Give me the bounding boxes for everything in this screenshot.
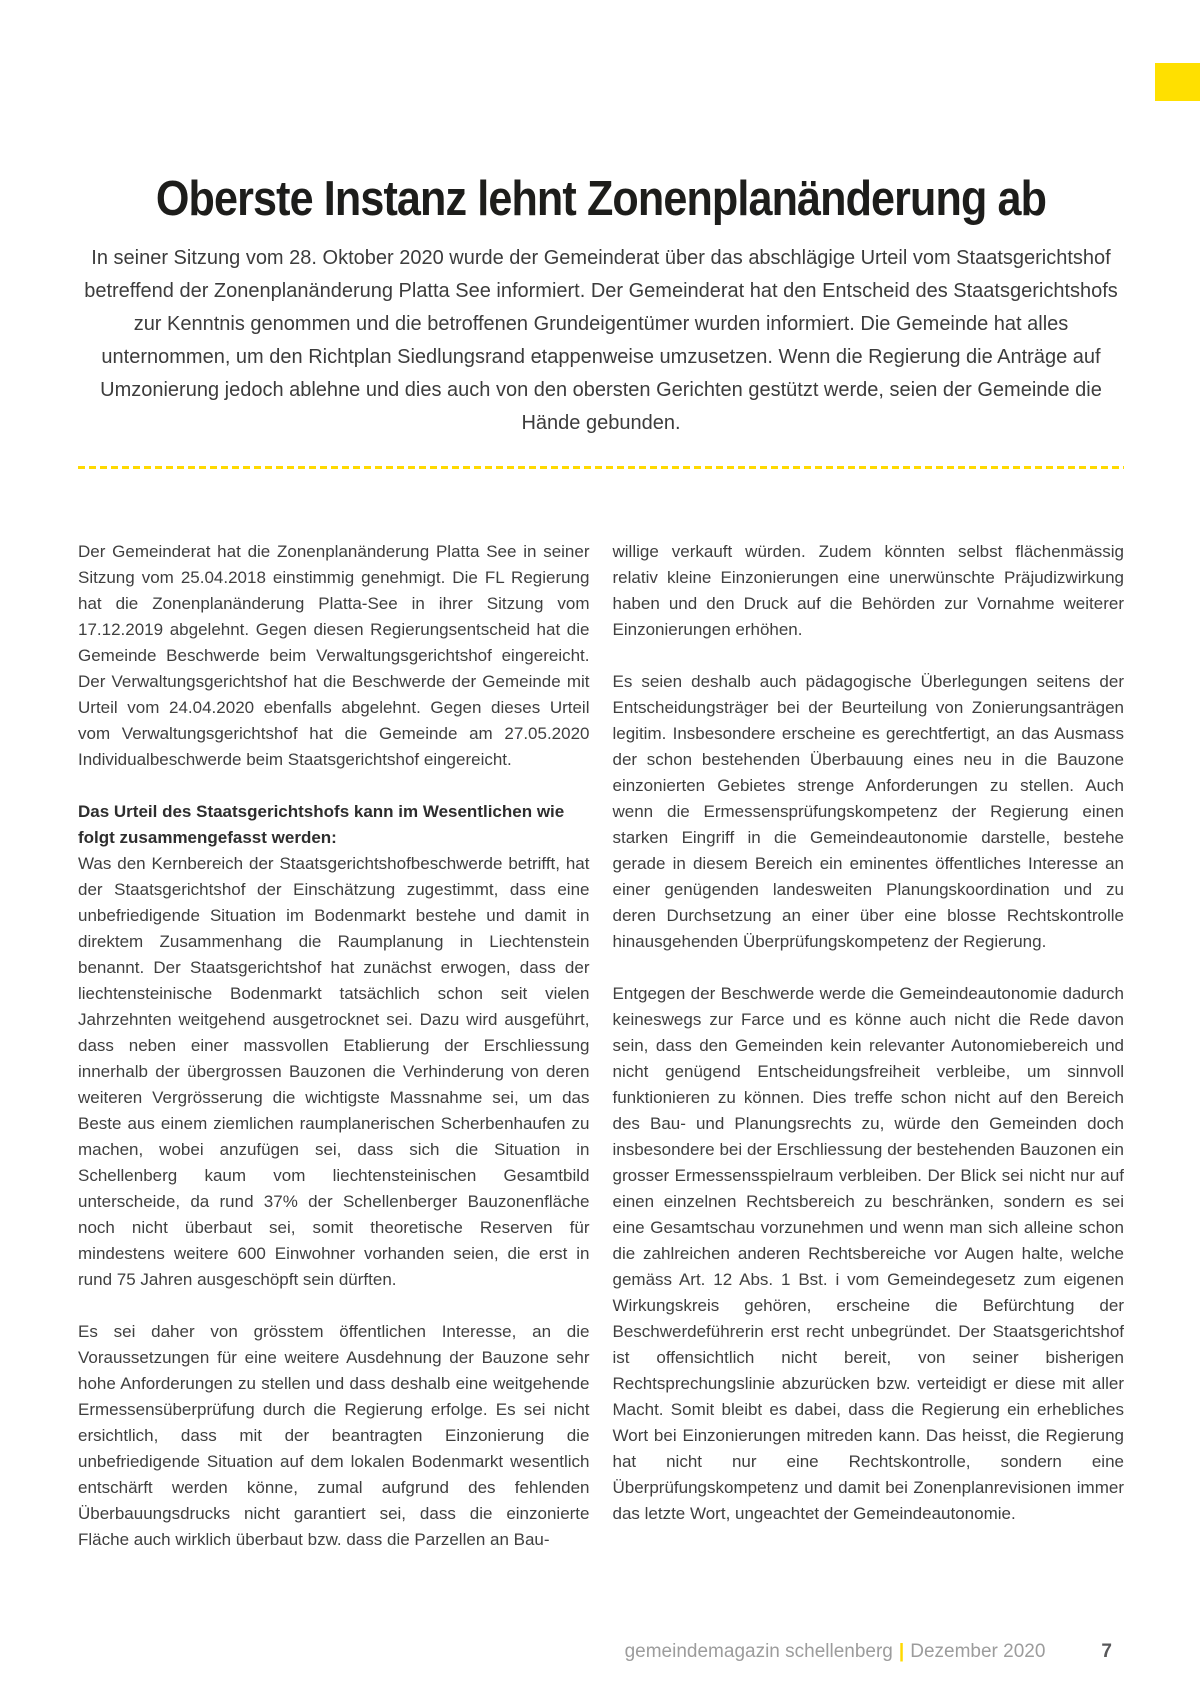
page-footer bbox=[78, 1641, 1124, 1663]
footer-magazine-label: gemeindemagazin schellenberg bbox=[624, 1641, 893, 1662]
article-columns bbox=[78, 539, 1124, 1579]
column-left bbox=[78, 539, 590, 1579]
dashed-divider bbox=[78, 466, 1124, 469]
page-title: Oberste Instanz lehnt Zonenplanänderung ab bbox=[155, 172, 1047, 226]
body-paragraph: Der Gemeinderat hat die Zonenplanänderung Platta See in seiner Sitzung vom 25.04.2018 einstimmig genehmigt. Die FL Regierung hat die Zonenplanänderung Platta-See in ihrer Sitzung vom 17.12.2019 abgelehnt. Gegen diesen Regierungsentscheid hat die Gemeinde Beschwerde beim Verwaltungsgerichtshof eingereicht. Der Verwaltungsgerichtshof hat die Beschwerde der Gemeinde mit Urteil vom 24.04.2020 ebenfalls abgelehnt. Gegen dieses Urteil vom Verwaltungsgerichtshof hat die Gemeinde am 27.05.2020 Individualbeschwerde beim Staatsgerichtshof eingereicht. bbox=[78, 542, 590, 769]
body-paragraph: Was den Kernbereich der Staatsgerichtshofbeschwerde betrifft, hat der Staatsgerichtshof der Einschätzung zugestimmt, dass eine unbefriedigende Situation im Bodenmarkt bestehe und damit in direktem Zusammenhang die Raumplanung in Liechtenstein benannt. Der Staatsgerichtshof hat zunächst erwogen, dass der liechtensteinische Bodenmarkt tatsächlich schon seit vielen Jahrzehnten weitgehend ausgetrocknet sei. Dazu wird ausgeführt, dass neben einer massvollen Etablierung der Erschliessung innerhalb der übergrossen Bauzonen die Verhinderung von deren weiteren Vergrösserung die wichtigste Massnahme sei, um das Beste aus einem ziemlichen raumplanerischen Scherbenhaufen zu machen, wobei anzufügen sei, dass sich die Situation in Schellenberg kaum vom liechtensteinischen Gesamtbild unterscheide, da rund 37% der Schellenberger Bauzonenfläche noch nicht überbaut sei, somit theoretische Reserven für mindestens weitere 600 Einwohner vorhanden seien, die erst in rund 75 Jahren ausgeschöpft sein dürften. bbox=[78, 854, 590, 1289]
page-number-label: 7 bbox=[1101, 1641, 1112, 1662]
column-right bbox=[613, 539, 1125, 1579]
footer-issue-label: Dezember 2020 bbox=[910, 1641, 1046, 1662]
body-paragraph: Entgegen der Beschwerde werde die Gemeindeautonomie dadurch keineswegs zur Farce und es könne auch nicht die Rede davon sein, dass den Gemeinden kein relevanter Autonomiebereich und nicht genügend Entscheidungsfreiheit verbleibe, um sinnvoll funktionieren zu können. Dies treffe schon nicht auf den Bereich des Bau- und Planungsrechts zu, würde den Gemeinden doch insbesondere bei der Erschliessung der bestehenden Bauzonen ein grosser Ermessensspielraum verbleiben. Der Blick sei nicht nur auf einen einzelnen Rechtsbereich zu beschränken, sondern es sei eine Gesamtschau vorzunehmen und wenn man sich alleine schon die zahlreichen anderen Rechtsbereiche vor Augen halte, welche gemäss Art. 12 Abs. 1 Bst. i vom Gemeindegesetz zum eigenen Wirkungskreis gehören, erscheine die Befürchtung der Beschwerdeführerin erst recht unbegründet. Der Staatsgerichtshof ist offensichtlich nicht bereit, von seiner bisherigen Rechtsprechungslinie abzurücken bzw. verteidigt er diese mit aller Macht. Somit bleibt es dabei, dass die Regierung ein erhebliches Wort bei Einzonierungen mitreden kann. Das heisst, die Regierung hat nicht nur eine Rechtskontrolle, sondern eine Überprüfungskompetenz und damit bei Zonenplanrevisionen immer das letzte Wort, ungeachtet der Gemeindeautonomie. bbox=[612, 984, 1124, 1523]
body-paragraph: Es seien deshalb auch pädagogische Überlegungen seitens der Entscheidungsträger bei der Beurteilung von Zonierungsanträgen legitim. Insbesondere erscheine es gerechtfertigt, an das Ausmass der schon bestehenden Überbauung eines neu in die Bauzone einzonierten Gebietes strenge Anforderungen zu stellen. Auch wenn die Ermessensprüfungskompetenz der Regierung einen starken Eingriff in die Gemeindeautonomie darstelle, bestehe gerade in diesem Bereich ein eminentes öffentliches Interesse an einer genügenden landesweiten Planungskoordination und zu deren Durchsetzung an einer über eine blosse Rechtskontrolle hinausgehenden Überprüfungskompetenz der Regierung. bbox=[612, 672, 1124, 951]
article-content bbox=[78, 0, 1124, 1579]
section-subheading: Das Urteil des Staatsgerichtshofs kann im Wesentlichen wie folgt zusammengefasst werden: bbox=[78, 802, 565, 847]
accent-square bbox=[1155, 63, 1200, 101]
body-paragraph: Es sei daher von grösstem öffentlichen Interesse, an die Voraussetzungen für eine weitere Ausdehnung der Bauzone sehr hohe Anforderungen zu stellen und dass deshalb eine weitgehende Ermessensüberprüfung durch die Regierung erfolge. Es sei nicht ersichtlich, dass mit der beantragten Einzonierung die unbefriedigende Situation auf dem lokalen Bodenmarkt wesentlich entschärft werden könne, zumal aufgrund des fehlenden Überbauungsdrucks nicht garantiert sei, dass die einzonierte Fläche auch wirklich überbaut bzw. dass die Parzellen an Bau- bbox=[78, 1322, 590, 1549]
footer-separator: | bbox=[898, 1641, 905, 1662]
body-paragraph: willige verkauft würden. Zudem könnten selbst flächenmässig relativ kleine Einzonierungen eine unerwünschte Präjudizwirkung haben und den Druck auf die Behörden zur Vornahme weiterer Einzonierungen erhöhen. bbox=[612, 542, 1124, 639]
lead-paragraph: In seiner Sitzung vom 28. Oktober 2020 wurde der Gemeinderat über das abschlägige Urteil vom Staatsgerichtshof betreffend der Zonenplanänderung Platta See informiert. Der Gemeinderat hat den Entscheid des Staatsgerichtshofs zur Kenntnis genommen und die betroffenen Grundeigentümer wurden informiert. Die Gemeinde hat alles unternommen, um den Richtplan Siedlungsrand etappenweise umzusetzen. Wenn die Regierung die Anträge auf Umzonierung jedoch ablehne und dies auch von den obersten Gerichten gestützt werde, seien der Gemeinde die Hände gebunden. bbox=[84, 247, 1118, 434]
